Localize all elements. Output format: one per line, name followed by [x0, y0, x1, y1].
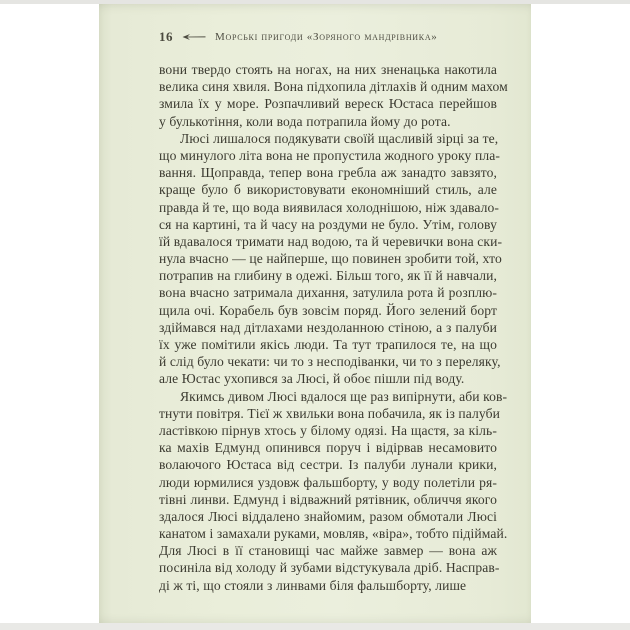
- text-line: що минулого літа вона не пропустила жодного уроку пла-: [159, 147, 500, 163]
- page-header: [159, 28, 438, 46]
- page-text: [159, 61, 508, 594]
- text-line: Якимсь дивом Люсі вдалося ще раз випірнути, аби ков-: [180, 388, 508, 404]
- text-line: Для Люсі в її становищі час майже завмер — вона аж: [159, 543, 497, 559]
- text-line: тівні линви. Едмунд і відважний рятівник, обличчя якого: [159, 491, 497, 507]
- text-line: люди юрмилися уздовж фальшборту, у воду полетіли ря-: [159, 474, 497, 490]
- text-line: правда й те, що вода виявилася холоднішою, ніж здавало-: [159, 199, 500, 215]
- text-line: велика синя хвиля. Вона підхопила дітлахів й одним махом: [159, 79, 508, 95]
- text-line: але Юстас ухопився за Люсі, й обоє пішли під воду.: [159, 371, 465, 387]
- text-line: тнути повітря. Тієї ж хвильки вона побачила, як із палуби: [159, 405, 501, 421]
- text-line: канатом і замахали руками, мовляв, «віра», тобто підіймай.: [159, 526, 508, 542]
- paragraph: [159, 388, 508, 594]
- text-line: ка махів Едмунд опинився поруч і відірвав несамовито: [159, 440, 497, 456]
- paragraph: [159, 130, 503, 388]
- text-line: щила очі. Корабель був зовсім поряд. Його зелений борт: [159, 302, 497, 318]
- dash-arrow-ornament-icon: [182, 28, 206, 46]
- text-line: ді ж ті, що стояли з линвами біля фальшборту, лише: [159, 577, 467, 593]
- text-line: нула вчасно — це найперше, що повинен зробити той, хто: [159, 251, 502, 267]
- text-line: у булькотіння, коли вода потрапила йому до рота.: [159, 113, 451, 129]
- text-line: й слід було чекати: чи то з несподіванки, чи то з переляку,: [159, 354, 501, 370]
- text-line: ластівкою пірнув хтось у білому одязі. На щастя, за кіль-: [159, 422, 497, 438]
- text-line: посиніла від холоду й зубами відстукувала дріб. Насправ-: [159, 560, 500, 576]
- photo-bottom-edge: [0, 623, 630, 630]
- book-page: [99, 4, 531, 623]
- paragraph: [159, 61, 508, 130]
- text-line: здалося Люсі віддалено знайомим, разом обмотали Люсі: [159, 508, 497, 524]
- running-title: Морські пригоди «Зоряного мандрівника»: [215, 31, 438, 43]
- text-line: Люсі лишалося подякувати своїй щасливій зірці за те,: [180, 130, 499, 146]
- text-line: потрапив на глибину в одежі. Більш того, як її й навчали,: [159, 268, 497, 284]
- text-line: волаючого Юстаса від сестри. Із палуби лунали крики,: [159, 457, 497, 473]
- text-line: вона вчасно затримала дихання, затулила рота й розплю-: [159, 285, 497, 301]
- text-line: вони твердо стоять на ногах, на них зненацька накотила: [159, 62, 497, 77]
- text-line: краще було б використовувати економніший стиль, але: [159, 182, 497, 198]
- text-line: вання. Щоправда, тепер вона гребла аж занадто завзято,: [159, 165, 497, 181]
- text-line: змила їх у море. Розпачливий вереск Юстаса перейшов: [159, 96, 497, 112]
- text-line: ся на картині, та й часу на роздуми не було. Утім, голову: [159, 216, 497, 232]
- text-line: їй вдавалося тримати над водою, та й черевички вона ски-: [159, 233, 503, 249]
- text-line: їх уже помітили якісь люди. Та тут трапилося те, на що: [159, 337, 497, 352]
- text-line: здіймався над дітлахами нездоланною стіною, а з палуби: [159, 319, 497, 335]
- page-number: 16: [159, 29, 173, 44]
